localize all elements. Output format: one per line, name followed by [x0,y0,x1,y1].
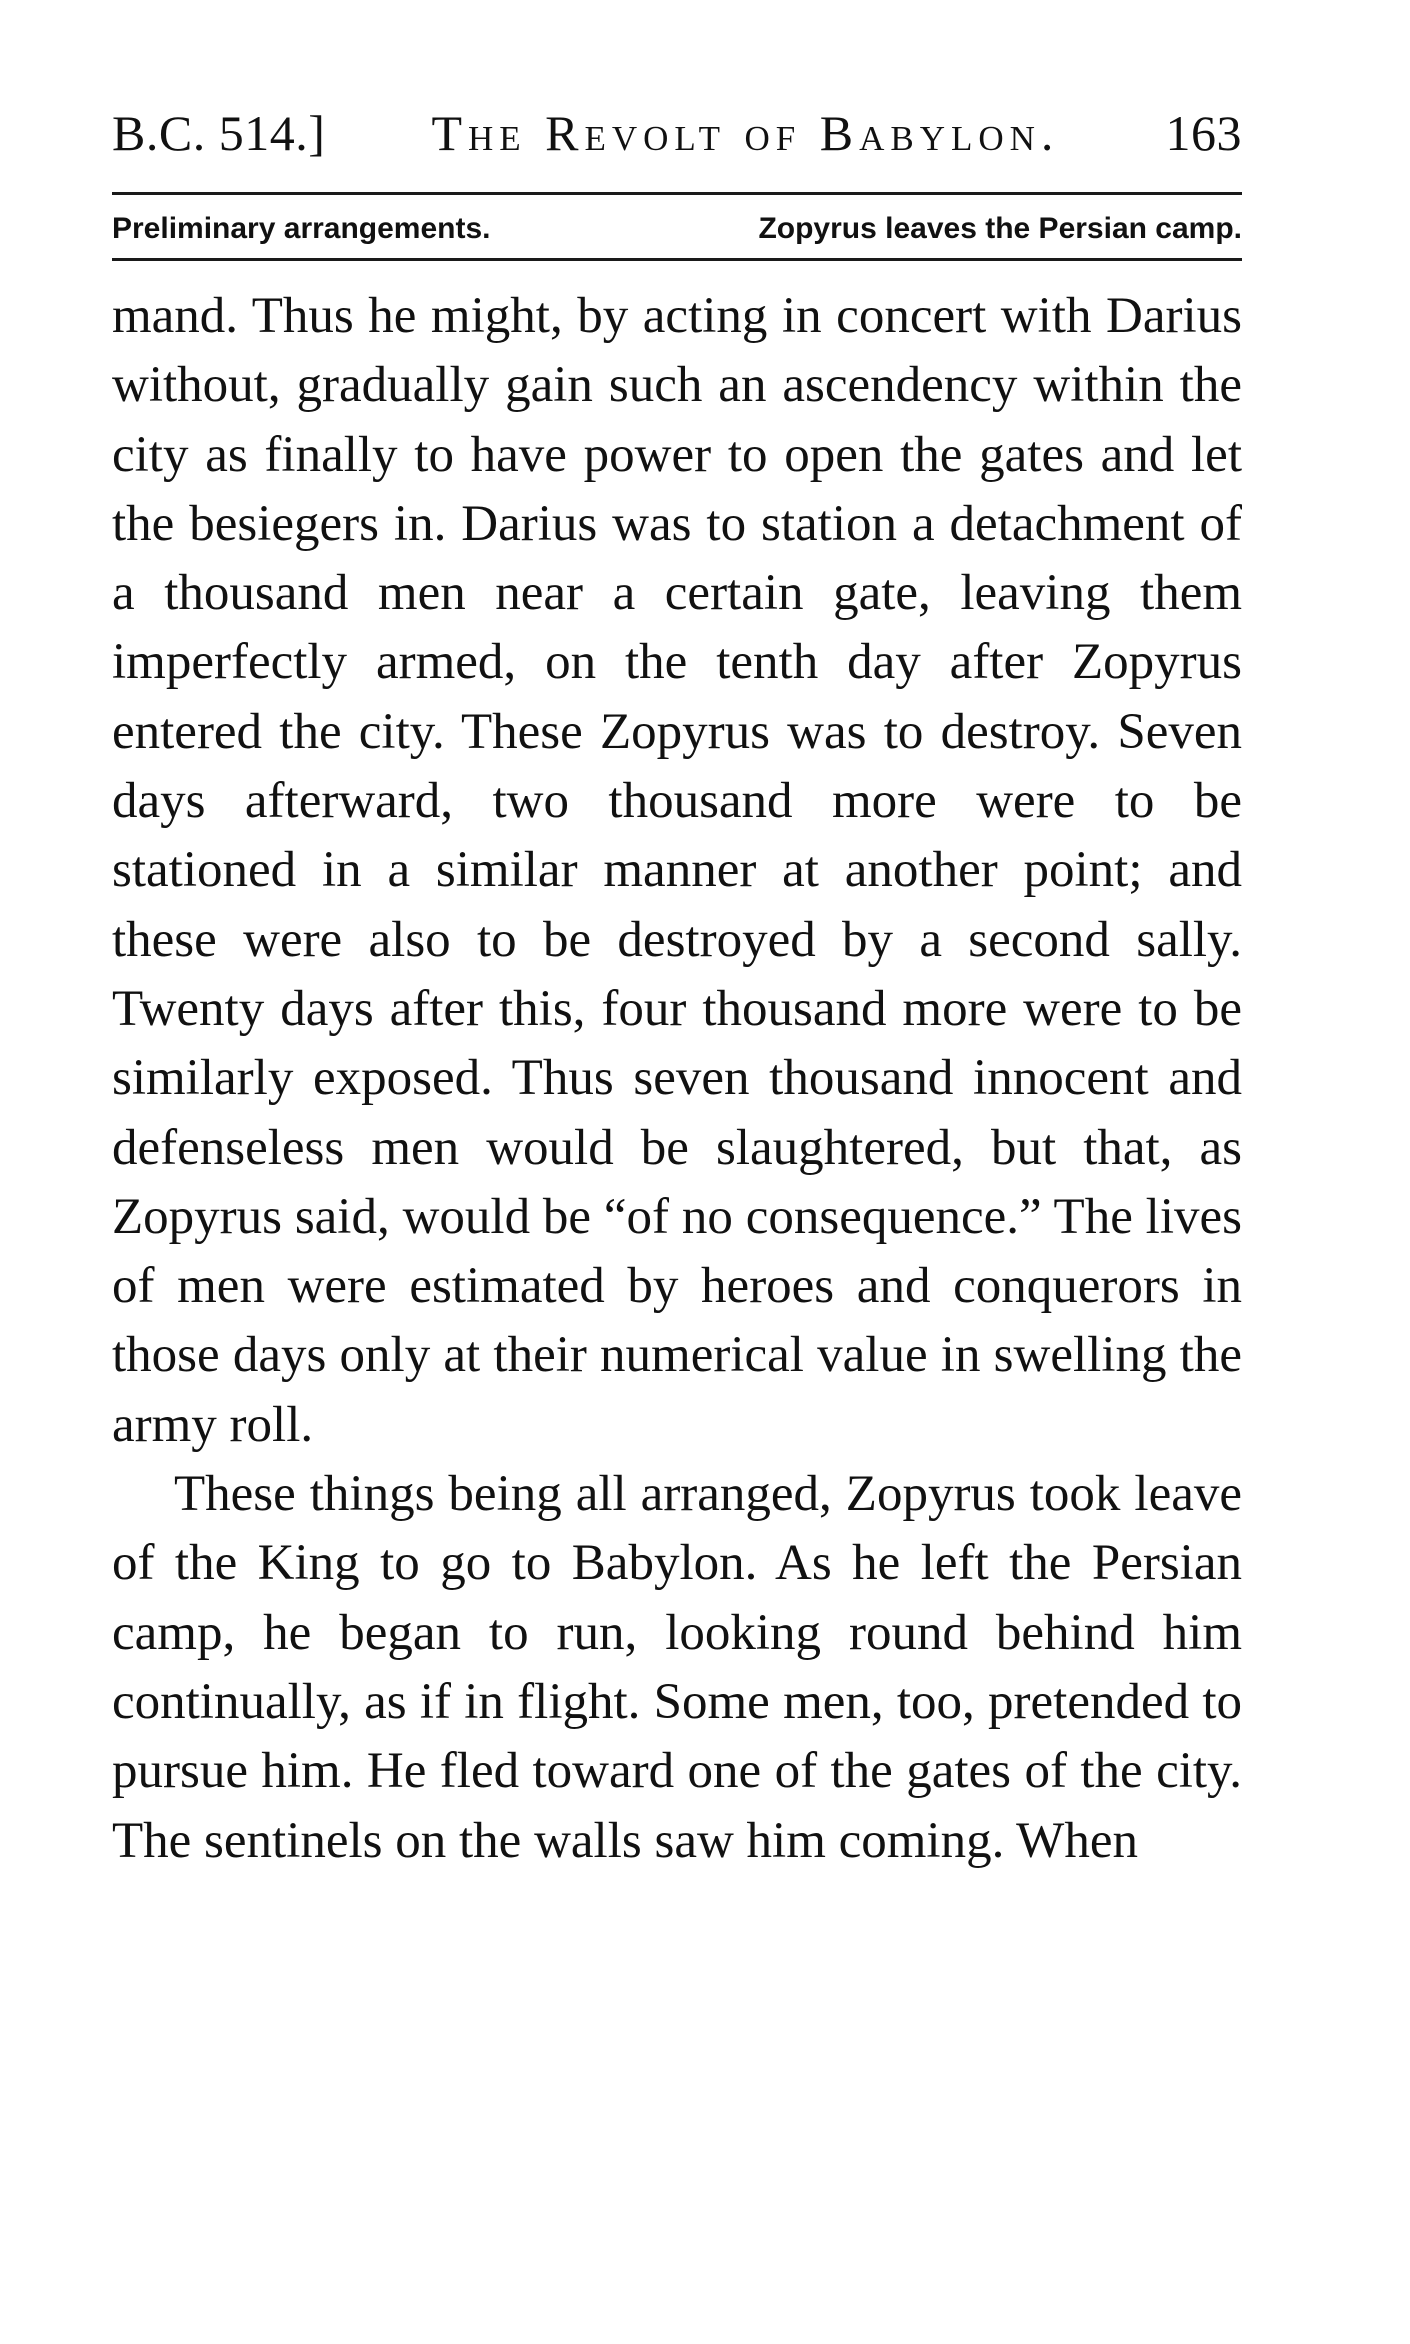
page-number: 163 [1165,105,1242,161]
header-rule-bottom [112,258,1242,261]
header-title: The Revolt of Babylon. [431,105,1060,161]
marginal-subheadings [112,212,1242,252]
paragraph-continued: mand. Thus he might, by acting in concert with Darius without, gradually gain such an ascendency within the city as finally to have power to open the gates and let the besiegers in. Darius was to station a detachment of a thousand men near a certain gate, leaving them imperfectly armed, on the tenth day after Zopyrus entered the city. These Zopyrus was to destroy. Seven days afterward, two thousand more were to be stationed in a similar manner at another point; and these were also to be destroyed by a second sally. Twenty days after this, four thousand more were to be similarly exposed. Thus seven thousand innocent and defenseless men would be slaughtered, but that, as Zopyrus said, would be “of no consequence.” The lives of men were estimated by heroes and conquerors in those days only at their numerical value in swelling the army roll. [112,288,1242,1453]
body-text [112,282,1242,1876]
paragraph: These things being all arranged, Zopyrus took leave of the King to go to Babylon. As he left the Persian camp, he began to run, looking round behind him continually, as if in flight. Some men, too, pretended to pursue him. He fled toward one of the gates of the city. The sentinels on the walls saw him coming. When [112,1466,1242,1869]
subheading-left: Preliminary arrangements. [112,212,491,245]
subheading-right: Zopyrus leaves the Persian camp. [758,212,1242,245]
header-rule-top [112,192,1242,195]
header-date: B.C. 514.] [112,105,326,161]
running-head [112,104,1242,174]
